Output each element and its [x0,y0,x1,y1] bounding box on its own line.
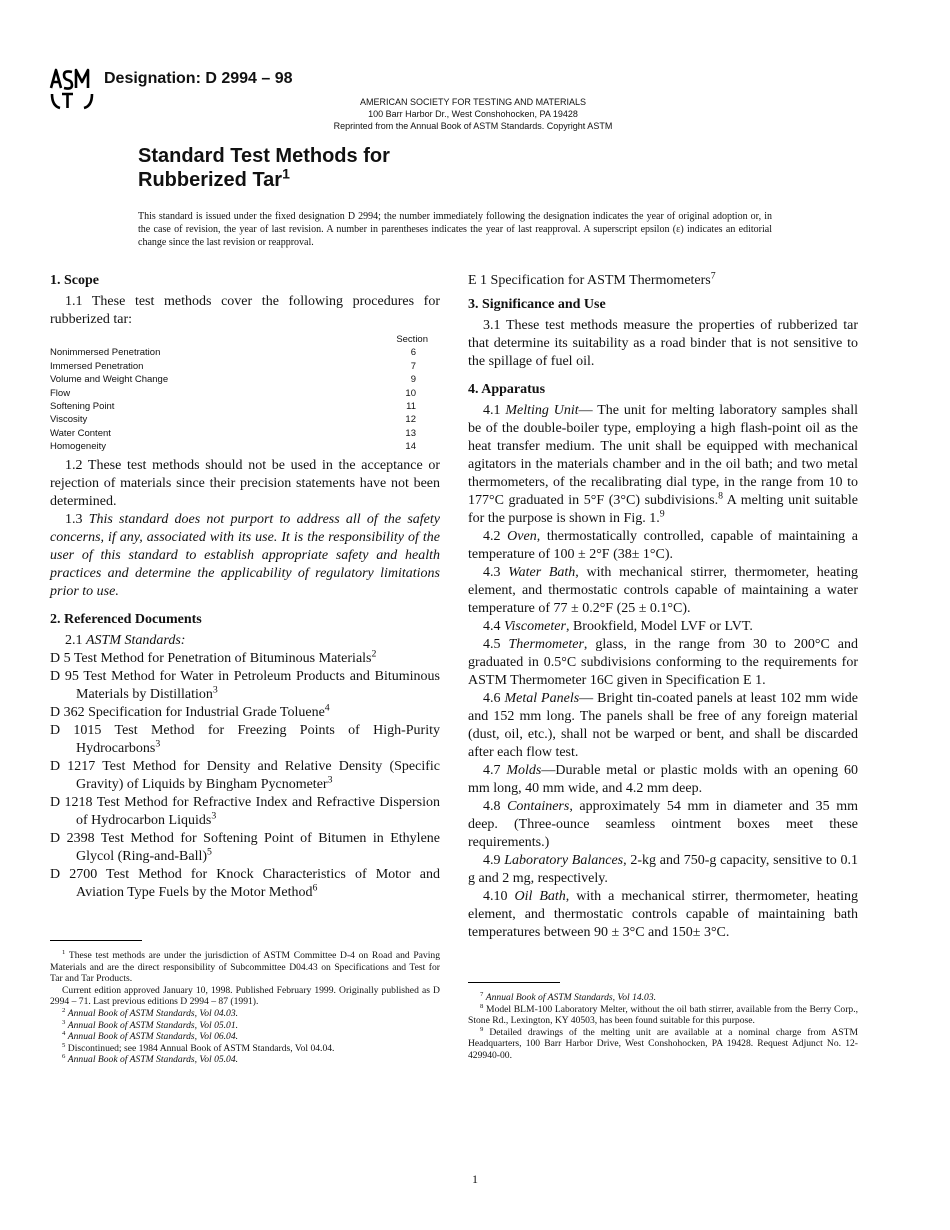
footnote-mark: 5 [207,846,212,857]
apparatus-text: , 2-kg and 750-g capacity, sensitive to 0.1 g and 2 mg, respectively. [468,853,858,886]
apparatus-text: , Brookfield, Model LVF or LVT. [565,619,753,634]
footnote [50,985,440,1008]
toc-section: 11 [406,401,416,413]
paragraph-number: 4.7 [483,763,501,778]
footnotes-left [50,950,440,1066]
paragraph-number: 1.3 [65,511,83,527]
society-address: 100 Barr Harbor Dr., West Conshohocken, PA 19428 [368,109,578,119]
footnote-mark: 3 [211,810,217,821]
apparatus-term: Melting Unit [505,403,579,418]
reference-item [468,272,858,290]
footnote-mark: 7 [710,270,716,282]
toc-name: Immersed Penetration [50,360,144,372]
footnote-text: Detailed drawings of the melting unit are available at a nominal charge from ASTM Headquarters, 100 Barr Harbor Drive, West Conshohocken, PA 19428. Request Adjunct No. 12-429940-00. [468,1026,858,1061]
reference-item [50,722,440,758]
footnote-mark: 9 [659,508,665,520]
toc-section: 10 [405,387,416,399]
left-column [50,272,440,902]
toc-blank [50,333,356,346]
title-line-1: Standard Test Methods for [138,145,390,167]
footnote [468,992,858,1004]
reference-text: E 1 Specification for ASTM Thermometers [468,273,711,288]
table-row [50,360,440,373]
footnote-text: Annual Book of ASTM Standards, Vol 06.04. [67,1031,239,1043]
footnote-mark: 4 [324,702,330,713]
reference-text: D 1015 Test Method for Freezing Points of High-Purity Hydrocarbons [50,722,440,756]
designation: Designation: D 2994 – 98 [104,70,293,87]
paragraph-number: 4.8 [483,799,501,814]
apparatus-term: Viscometer [504,619,566,634]
reference-text: D 95 Test Method for Water in Petroleum Products and Bituminous Materials by Distillation [50,668,440,702]
paragraph-4-1 [468,402,858,528]
footnote-text: These test methods are under the jurisdiction of ASTM Committee D-4 on Road and Paving Materials and are the direct responsibility of Subcommittee D04.43 on Specifications and Test for Tar and Tar Products. [50,950,440,985]
paragraph-number: 4.3 [483,565,501,580]
paragraph-number: 4.9 [483,853,501,868]
footnote-divider-right [468,982,560,983]
paragraph-number: 4.6 [483,691,501,706]
table-row [50,413,440,426]
paragraph-4-5 [468,636,858,690]
title-footnote-mark: 1 [282,165,290,182]
footnote [50,1020,440,1032]
apparatus-term: Metal Panels [504,691,580,706]
toc-section: 6 [410,347,416,359]
safety-statement: This standard does not purport to address all of the safety concerns, if any, associated with its use. It is the responsibility of the user of this standard to establish appropriate safety and health practices and determine the applicability of regulatory limitations prior to use. [50,511,440,599]
table-row [50,400,440,413]
toc-name: Water Content [50,427,111,439]
footnote-mark: 1 [62,948,66,956]
toc-section: 13 [405,427,416,439]
procedures-table [50,333,440,454]
toc-name: Softening Point [50,401,115,413]
footnote-mark: 3 [327,774,333,785]
footnote-mark: 2 [62,1006,66,1014]
footnote [468,1004,858,1027]
footnote [50,950,440,985]
standard-notice: This standard is issued under the fixed designation D 2994; the number immediately following the designation indicates the year of original adoption or, in the case of revision, the year of last revision. A number in parentheses indicates the year of last reapproval. A superscript epsilon (ε) indicates an editorial change since the last revision or reapproval. [138,211,772,248]
footnote-mark: 5 [62,1041,66,1049]
page-number: 1 [472,1172,478,1186]
footnote-mark: 9 [480,1025,484,1033]
paragraph-4-3 [468,564,858,618]
apparatus-text: , approximately 54 mm in diameter and 35 mm deep. (Three-ounce seamless ointment boxes meet these requirements.) [468,799,859,850]
footnote [468,1027,858,1062]
paragraph-4-7 [468,762,858,798]
reference-item [50,668,440,704]
section-heading-scope: 1. Scope [50,273,99,288]
footnote-text: Annual Book of ASTM Standards, Vol 05.04. [67,1054,239,1066]
footnotes-right [468,992,858,1062]
paragraph-1-1: 1.1 These test methods cover the following procedures for rubberized tar: [50,294,440,327]
page-title [138,144,390,192]
footnote [50,1008,440,1020]
toc-section: 12 [405,414,416,426]
reference-text: D 2700 Test Method for Knock Characteristics of Motor and Aviation Type Fuels by the Motor Method [50,866,440,900]
society-block [300,96,646,132]
reference-item [50,650,440,668]
footnote [50,1031,440,1043]
footnote-mark: 8 [480,1002,484,1010]
paragraph-number: 4.4 [483,619,501,634]
footnote-mark: 2 [371,648,377,659]
toc-header: Section [396,334,428,345]
paragraph-1-2: 1.2 These test methods should not be used in the acceptance or rejection of materials since their precision statements have not been determined. [50,457,440,509]
toc-section: 7 [410,360,416,372]
apparatus-term: Oil Bath [514,889,566,904]
section-heading-apparatus: 4. Apparatus [468,382,546,397]
footnote-mark: 3 [155,738,161,749]
paragraph-number: 4.5 [483,637,501,652]
paragraph-4-8 [468,798,858,852]
paragraph-4-9 [468,852,858,888]
paragraph-4-10 [468,888,858,942]
reference-text: D 362 Specification for Industrial Grade Toluene [50,704,325,720]
footnote-text: Annual Book of ASTM Standards, Vol 05.01. [67,1019,239,1031]
table-row [50,373,440,386]
footnote-mark: 6 [62,1053,66,1061]
footnote-mark: 8 [718,490,723,502]
paragraph-1-3 [50,511,440,601]
reference-text: D 1218 Test Method for Refractive Index and Refractive Dispersion of Hydrocarbon Liquids [50,794,440,828]
footnote-divider-left [50,940,142,941]
table-row [50,440,440,453]
footnote-mark: 4 [62,1029,66,1037]
footnote [50,1043,440,1055]
society-name: AMERICAN SOCIETY FOR TESTING AND MATERIALS [359,97,587,107]
apparatus-term: Water Bath [508,565,576,580]
reference-text: D 1217 Test Method for Density and Relative Density (Specific Gravity) of Liquids by Bingham Pycnometer [50,758,440,792]
apparatus-text: — Bright tin-coated panels at least 102 mm wide and 152 mm long. The panels shall be free of any foreign material (dust, oil, etc.), shall not be warped or bent, and shall be discarded after each flow test. [468,691,859,760]
footnote-mark: 6 [312,882,318,893]
paragraph-4-6 [468,690,858,762]
footnote [50,1054,440,1066]
toc-name: Volume and Weight Change [50,374,169,386]
apparatus-term: Thermometer [508,637,584,652]
footnote-mark: 7 [480,990,484,998]
paragraph-number: 4.2 [483,529,501,544]
toc-name: Nonimmersed Penetration [50,347,161,359]
apparatus-term: Molds [506,763,542,778]
table-row [50,346,440,359]
toc-section: 9 [410,374,416,386]
section-heading-significance: 3. Significance and Use [468,297,606,312]
toc-name: Flow [50,387,71,399]
footnote-mark: 3 [212,684,218,695]
paragraph-4-4 [468,618,858,636]
reference-text: D 5 Test Method for Penetration of Bituminous Materials [50,650,372,666]
reference-item [50,794,440,830]
astm-standards-label: ASTM Standards: [86,632,186,648]
paragraph-2-1 [50,632,440,650]
reference-item [50,830,440,866]
astm-logo [48,64,96,110]
footnote-text: Annual Book of ASTM Standards, Vol 14.03. [485,992,657,1003]
apparatus-term: Oven [507,529,537,544]
apparatus-text: —Durable metal or plastic molds with an opening 60 mm long, 40 mm wide, and 4.2 mm deep. [468,763,859,796]
apparatus-term: Laboratory Balances [504,853,624,868]
toc-section: 14 [405,441,416,453]
table-row [50,387,440,400]
reference-item [50,758,440,794]
apparatus-term: Containers [507,799,570,814]
footnote-text: Discontinued; see 1984 Annual Book of ASTM Standards, Vol 04.04. [67,1042,335,1054]
reference-item [50,704,440,722]
title-text: Rubberized Tar [138,169,283,191]
toc-name: Viscosity [50,414,88,426]
paragraph-number: 4.1 [483,403,501,418]
reference-text: D 2398 Test Method for Softening Point of Bitumen in Ethylene Glycol (Ring-and-Ball) [50,830,440,864]
right-column [468,272,858,942]
apparatus-text: , with mechanical stirrer, thermometer, heating element, and thermostatic controls capable of maintaining a water temperature of 77 ± 0.2°F (25 ± 0.1°C). [468,565,859,616]
footnote-text: Current edition approved January 10, 1998. Published February 1999. Originally published as D 2994 – 71. Last previous editions D 2994 – 87 (1991). [50,984,440,1008]
apparatus-text: , with a mechanical stirrer, thermometer, heating element, and thermostatic controls capable of maintaining bath temperatures between 90 ± 3°C and 150± 3°C. [468,889,859,940]
footnote-text: Annual Book of ASTM Standards, Vol 04.03. [67,1007,239,1019]
reference-item [50,866,440,902]
footnote-mark: 3 [62,1018,66,1026]
apparatus-text-tail: A melting unit suitable for the purpose is shown in Fig. 1. [468,493,858,526]
paragraph-number: 4.10 [483,889,508,904]
reprint-note: Reprinted from the Annual Book of ASTM Standards. Copyright ASTM [333,121,613,131]
apparatus-text: — The unit for melting laboratory samples shall be of the double-boiler type, employing a high flash-point oil as the heat transfer medium. The unit shall be equipped with mechanical agitators in the materials chamber and in the oil bath; and two metal thermometers, of the recalibrating dial type, in the range from 10 to 177°C graduated in 5°F (3°C) subdivisions. [468,403,858,508]
toc-name: Homogeneity [50,441,106,453]
paragraph-3-1: 3.1 These test methods measure the properties of rubberized tar that determine its suitability as a road binder that is not sensitive to the spillage of fuel oil. [468,318,858,369]
section-heading-referenced: 2. Referenced Documents [50,611,202,627]
paragraph-4-2 [468,528,858,564]
apparatus-text: , glass, in the range from 30 to 200°C and graduated in 0.5°C subdivisions conforming to the requirements for ASTM Thermometer 16C given in Specification E 1. [468,637,859,688]
table-row [50,427,440,440]
title-line-2 [138,165,390,192]
paragraph-number: 2.1 [65,632,83,648]
footnote-text: Model BLM-100 Laboratory Melter, without the oil bath stirrer, available from the Berry Corp., Stone Rd., Lexington, KY 40503, has been found suitable for this purpose. [468,1003,858,1027]
apparatus-text: , thermostatically controlled, capable of maintaining a temperature of 100 ± 2°F (38± 1°C). [468,529,859,562]
